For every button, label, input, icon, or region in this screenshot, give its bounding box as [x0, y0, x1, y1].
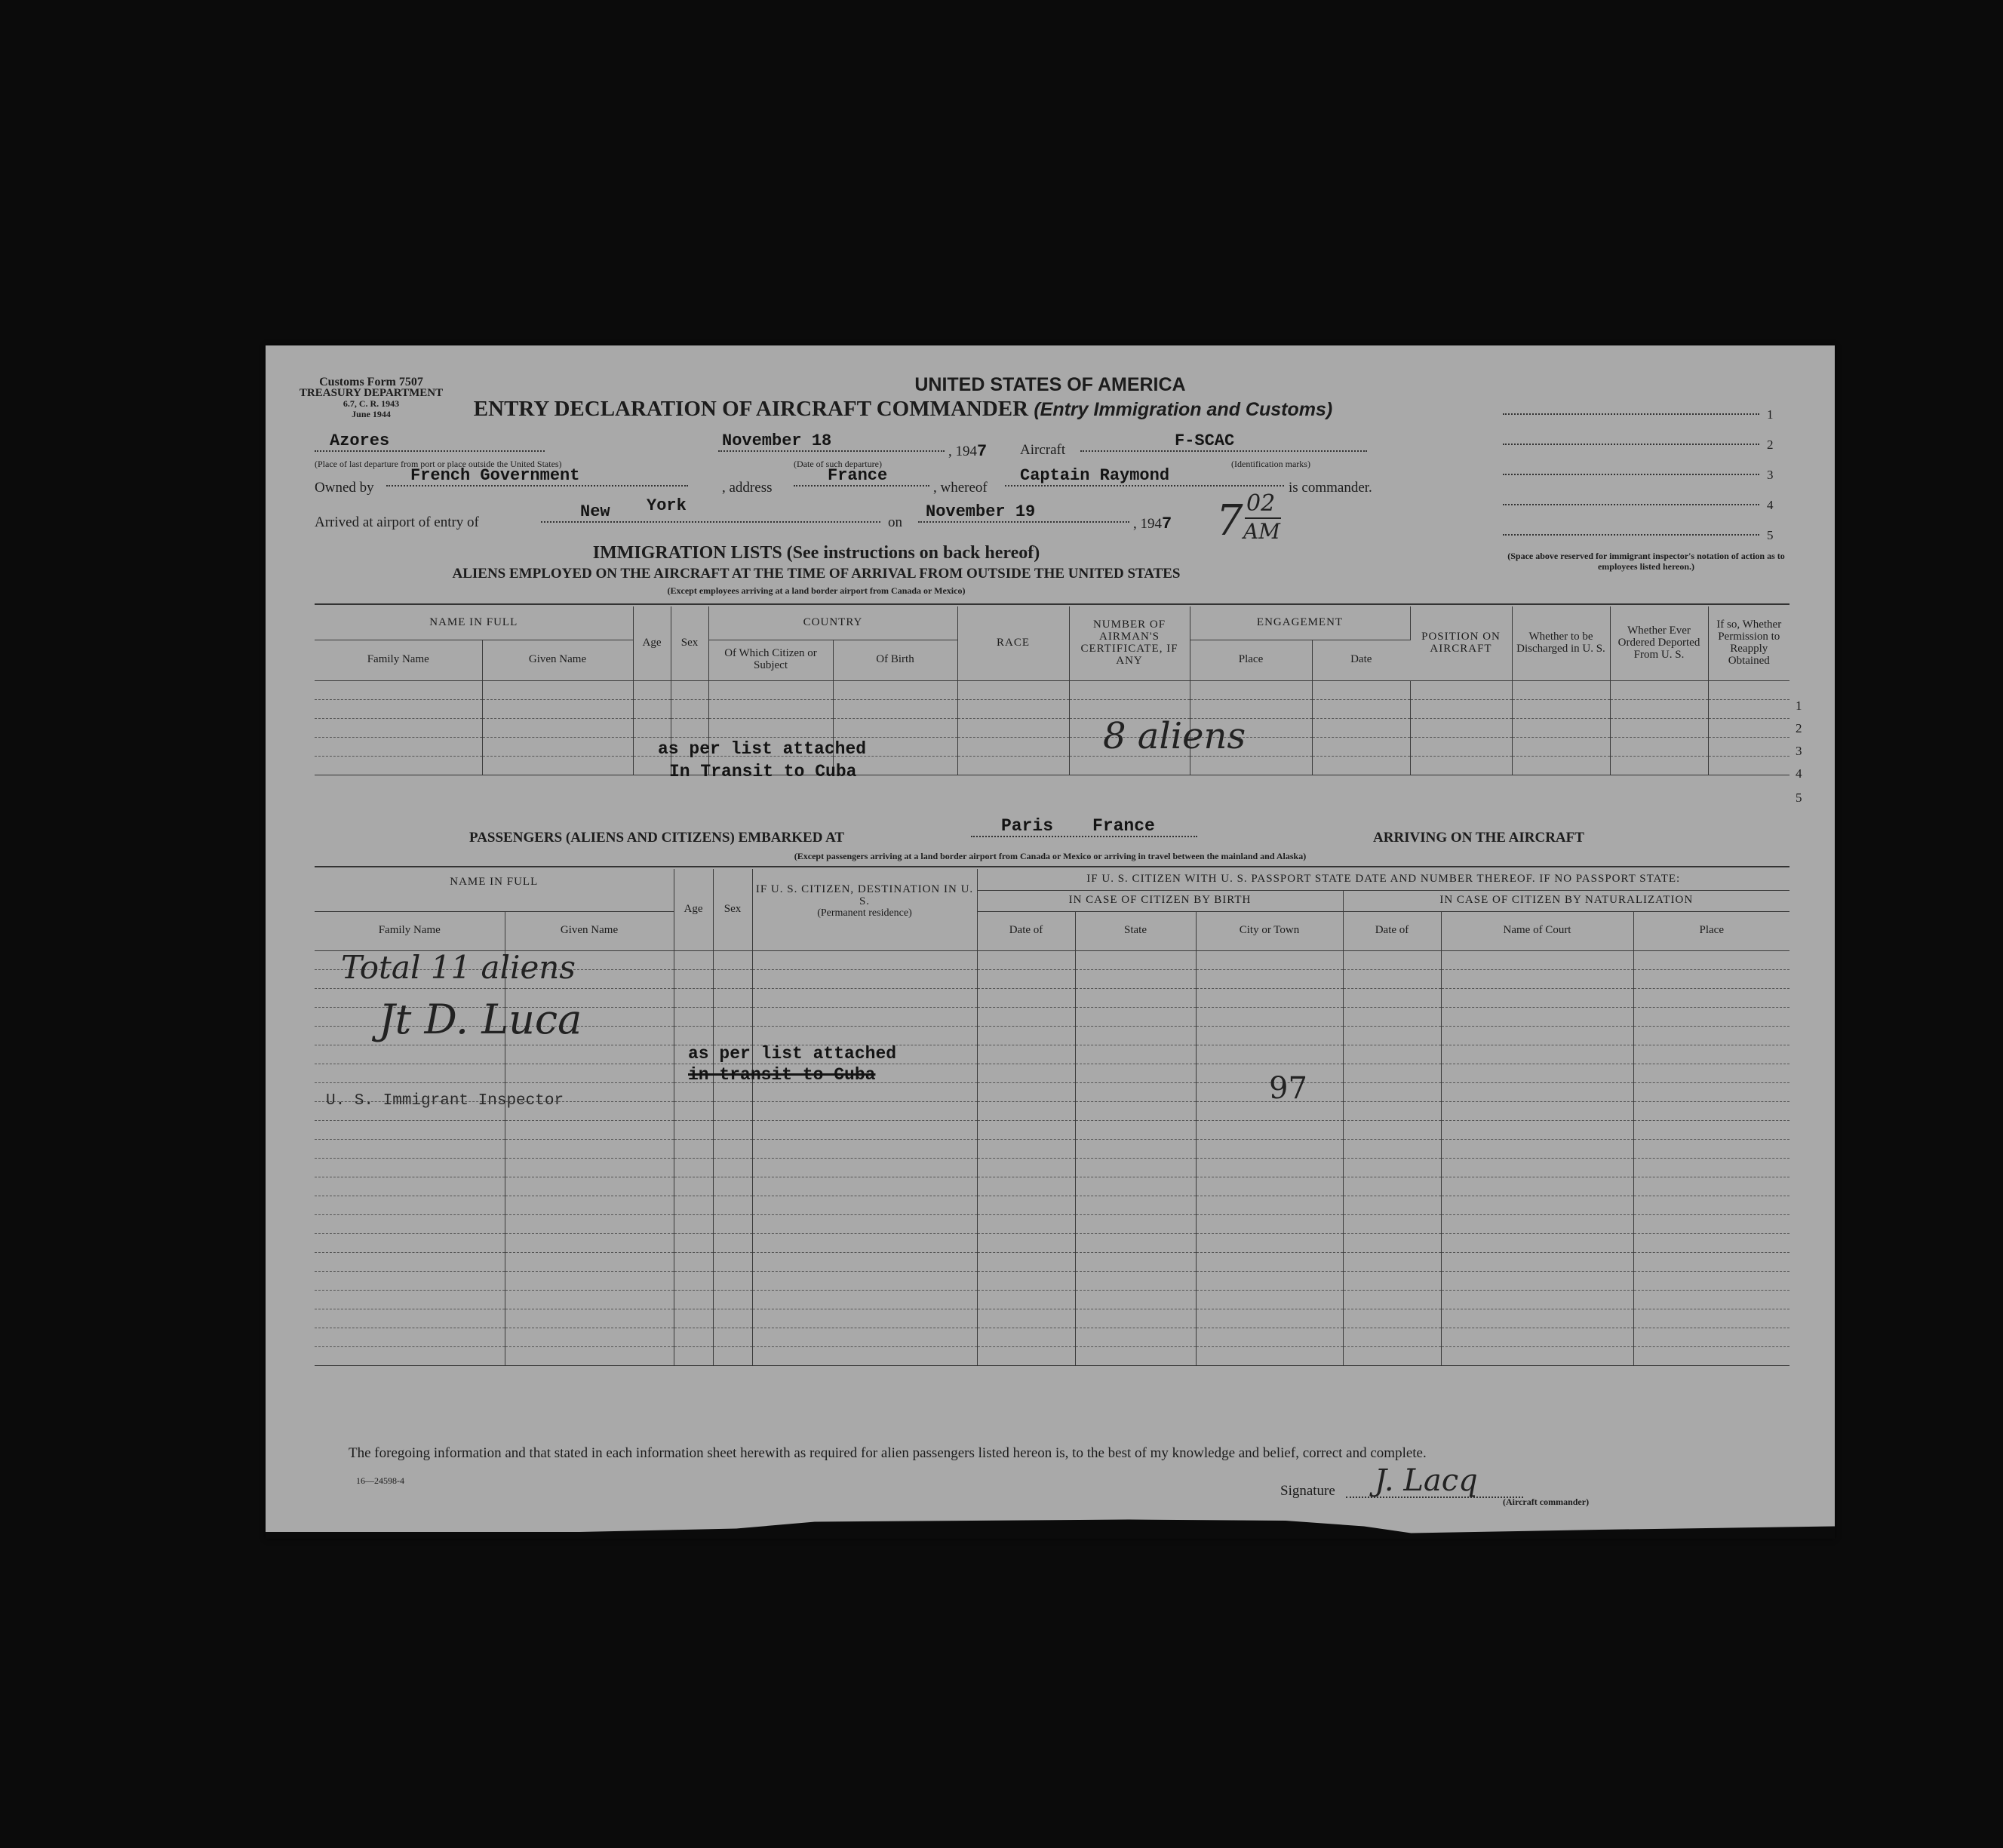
pax-col-sex: Sex — [713, 869, 752, 950]
pax-col-state: State — [1075, 911, 1196, 950]
owner-value: French Government — [410, 466, 580, 485]
passengers-heading-suffix: ARRIVING ON THE AIRCRAFT — [1373, 830, 1584, 846]
passenger-row — [315, 1120, 1789, 1139]
pax-col-place: Place — [1633, 911, 1789, 950]
emp-col-permission: If so, Whether Permission to Reapply Obtained — [1708, 606, 1789, 680]
on-label: on — [888, 514, 902, 530]
form-title-sub: (Entry Immigration and Customs) — [1034, 399, 1333, 420]
employee-row — [315, 756, 1789, 775]
emp-col-discharged: Whether to be Discharged in U. S. — [1512, 606, 1610, 680]
passenger-row — [315, 1158, 1789, 1177]
pax-col-dateof: Date of — [977, 911, 1075, 950]
last-departure-value: Azores — [330, 431, 390, 450]
arrived-label: Arrived at airport of entry of — [315, 514, 479, 530]
inspector-line-number-5: 5 — [1767, 528, 1774, 542]
immigrant-inspector-label: U. S. Immigrant Inspector — [326, 1092, 564, 1110]
embark-country: France — [1092, 816, 1155, 836]
emp-col-race: RACE — [957, 606, 1069, 680]
pax-typed-line-2-struck: in transit to Cuba — [688, 1065, 876, 1085]
departure-date-field — [718, 431, 945, 452]
passenger-row — [315, 1214, 1789, 1233]
passengers-note: (Except passengers arriving at a land border airport from Canada or Mexico or arriving in travel between the mainland and Alaska) — [794, 851, 1307, 861]
arrival-time-hour: 7 — [1216, 496, 1243, 545]
passenger-row — [315, 1346, 1789, 1365]
emp-col-name-in-full: NAME IN FULL — [315, 606, 633, 640]
passenger-row — [315, 1139, 1789, 1158]
arrival-year — [1133, 514, 1172, 533]
pax-col-age: Age — [674, 869, 713, 950]
embark-field — [971, 816, 1197, 837]
emp-typed-line-1: as per list attached — [658, 739, 867, 759]
pax-typed-line-1: as per list attached — [688, 1044, 897, 1064]
signature-label: Signature — [1280, 1483, 1335, 1499]
commander-value: Captain Raymond — [1020, 466, 1170, 485]
declaration-text: The foregoing information and that stated in each information sheet herewith as required for alien passengers listed hereon is, to the best of my knowledge and belief, correct and complete. — [349, 1445, 1427, 1461]
inspector-line-4 — [1503, 504, 1759, 505]
passengers-heading-prefix: PASSENGERS (ALIENS AND CITIZENS) EMBARKED AT — [469, 830, 845, 846]
inspector-space-caption: (Space above reserved for immigrant inspector's notation of action as to employees listed hereon.) — [1507, 551, 1785, 572]
pax-col-destination-title: IF U. S. CITIZEN, DESTINATION IN U. S. — [755, 883, 974, 907]
passenger-row — [315, 1252, 1789, 1271]
form-title — [266, 397, 1541, 422]
passenger-row — [315, 1328, 1789, 1346]
employee-row — [315, 718, 1789, 737]
last-departure-field — [315, 431, 545, 452]
passenger-row — [315, 1196, 1789, 1214]
address-label: , address — [722, 480, 773, 496]
commander-field — [1005, 466, 1284, 487]
emp-row-number-5: 5 — [1796, 790, 1802, 805]
arrival-time-ampm: AM — [1243, 519, 1280, 544]
print-code: 16—24598-4 — [356, 1475, 404, 1486]
emp-col-position: POSITION ON AIRCRAFT — [1410, 606, 1512, 680]
commander-signature: J. Lacq — [1375, 1463, 1478, 1498]
employees-table — [315, 606, 1789, 775]
emp-col-deported: Whether Ever Ordered Deported From U. S. — [1610, 606, 1708, 680]
form-title-main: ENTRY DECLARATION OF AIRCRAFT COMMANDER — [473, 397, 1029, 421]
emp-row-number-2: 2 — [1796, 721, 1802, 735]
address-value: France — [828, 466, 888, 485]
passengers-table — [315, 869, 1789, 1366]
employee-row — [315, 699, 1789, 718]
address-field — [794, 466, 929, 487]
arrival-year-digit: 7 — [1162, 514, 1172, 533]
emp-col-age: Age — [633, 606, 671, 680]
departure-date-caption: (Date of such departure) — [794, 459, 882, 469]
immigration-heading: IMMIGRATION LISTS (See instructions on back hereof) — [592, 543, 1040, 563]
employees-table-top-rule — [315, 603, 1789, 605]
employees-note: (Except employees arriving at a land border airport from Canada or Mexico) — [667, 585, 966, 596]
arrival-time-min: 02 — [1246, 490, 1276, 517]
emp-col-airman: NUMBER OF AIRMAN'S CERTIFICATE, IF ANY — [1069, 606, 1190, 680]
emp-col-date: Date — [1312, 640, 1410, 680]
form-department: TREASURY DEPARTMENT — [299, 387, 444, 399]
employee-row — [315, 680, 1789, 699]
passenger-row — [315, 1064, 1789, 1082]
arrival-date-value: November 19 — [926, 502, 1036, 521]
pax-col-birth-group: IN CASE OF CITIZEN BY BIRTH — [977, 890, 1343, 911]
passengers-table-top-rule — [315, 866, 1789, 867]
pax-col-passport: IF U. S. CITIZEN WITH U. S. PASSPORT STATE DATE AND NUMBER THEREOF. IF NO PASSPORT STATE: — [977, 869, 1789, 890]
passenger-row — [315, 1045, 1789, 1064]
pax-col-court: Name of Court — [1441, 911, 1633, 950]
form-country: UNITED STATES OF AMERICA — [914, 374, 1186, 395]
is-commander-label: is commander. — [1289, 480, 1372, 496]
emp-handwritten-aliens: 8 aliens — [1103, 715, 1246, 757]
inspector-line-number-3: 3 — [1767, 468, 1774, 482]
inspector-line-5 — [1503, 534, 1759, 536]
emp-row-number-3: 3 — [1796, 744, 1802, 758]
pax-col-dateof-nat: Date of — [1343, 911, 1441, 950]
torn-edge — [266, 1516, 1835, 1539]
inspector-line-2 — [1503, 444, 1759, 445]
emp-col-country: COUNTRY — [708, 606, 957, 640]
whereof-label: , whereof — [933, 480, 988, 496]
employee-row — [315, 737, 1789, 756]
passenger-row — [315, 1309, 1789, 1328]
pax-col-given: Given Name — [505, 911, 674, 950]
emp-col-engagement: ENGAGEMENT — [1190, 606, 1410, 640]
emp-row-number-1: 1 — [1796, 698, 1802, 713]
emp-col-birth: Of Birth — [833, 640, 957, 680]
emp-col-citizen: Of Which Citizen or Subject — [708, 640, 833, 680]
pax-handwritten-total: Total 11 aliens — [341, 949, 576, 986]
emp-row-number-4: 4 — [1796, 766, 1802, 781]
form-regulation: 6.7, C. R. 1943 — [343, 398, 400, 409]
owned-by-label: Owned by — [315, 480, 374, 496]
embark-city: Paris — [1001, 816, 1054, 836]
passenger-row — [315, 1290, 1789, 1309]
inspector-line-3 — [1503, 474, 1759, 475]
inspector-signature: Jt D. Luca — [379, 996, 582, 1043]
arrival-port-field — [541, 502, 880, 523]
aircraft-field — [1080, 431, 1367, 452]
last-departure-caption: (Place of last departure from port or place outside the United States) — [315, 459, 562, 469]
departure-year — [948, 442, 987, 461]
pax-col-city: City or Town — [1196, 911, 1343, 950]
form-number: Customs Form 7507 — [319, 376, 423, 388]
signature-caption: (Aircraft commander) — [1503, 1497, 1590, 1507]
arrival-port-new: New — [580, 502, 610, 521]
pax-col-name-in-full: NAME IN FULL — [315, 869, 674, 911]
emp-col-place: Place — [1190, 640, 1312, 680]
departure-date-value: November 18 — [722, 431, 832, 450]
aircraft-caption: (Identification marks) — [1231, 459, 1310, 469]
passenger-row — [315, 1271, 1789, 1290]
customs-form-sheet — [266, 345, 1835, 1539]
inspector-line-number-4: 4 — [1767, 498, 1774, 512]
pax-col-destination-sub: (Permanent residence) — [817, 907, 912, 919]
pax-col-family: Family Name — [315, 911, 505, 950]
passenger-row — [315, 1177, 1789, 1196]
inspector-line-number-1: 1 — [1767, 407, 1774, 422]
aircraft-value: F-SCAC — [1175, 431, 1235, 450]
emp-col-given: Given Name — [482, 640, 633, 680]
pax-col-nat-group: IN CASE OF CITIZEN BY NATURALIZATION — [1343, 890, 1789, 911]
arrival-port-york: York — [647, 496, 687, 515]
arrival-date-field — [918, 502, 1129, 523]
inspector-line-1 — [1503, 413, 1759, 415]
emp-col-sex: Sex — [671, 606, 708, 680]
emp-typed-line-2: In Transit to Cuba — [669, 762, 857, 781]
inspector-line-number-2: 2 — [1767, 437, 1774, 452]
pax-col-destination — [752, 869, 977, 950]
passenger-row — [315, 1233, 1789, 1252]
departure-year-digit: 7 — [977, 442, 988, 461]
emp-col-family: Family Name — [315, 640, 482, 680]
employees-subheading: ALIENS EMPLOYED ON THE AIRCRAFT AT THE TIME OF ARRIVAL FROM OUTSIDE THE UNITED STATES — [452, 566, 1181, 582]
aircraft-label: Aircraft — [1020, 442, 1066, 458]
stamp-number: 97 — [1269, 1071, 1307, 1106]
arrival-year-prefix: , 194 — [1133, 516, 1162, 532]
departure-year-prefix: , 194 — [948, 444, 977, 459]
owner-field — [386, 466, 688, 487]
form-date: June 1944 — [352, 409, 391, 419]
